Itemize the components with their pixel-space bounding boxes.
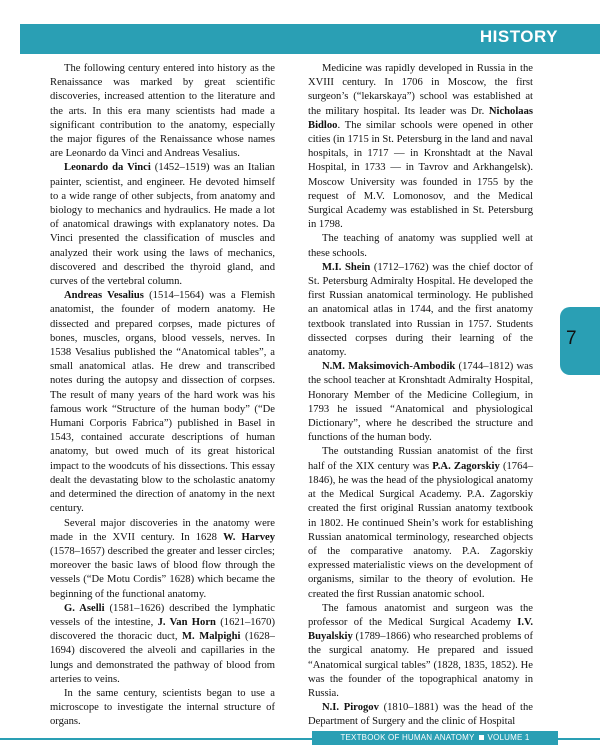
paragraph-maksimovich: N.M. Maksimovich-Ambodik (1744–1812) was the school teacher at Kronshtadt Admiralty Hospital, Honorary Member of the Medicine Collegium, in 1793 he issued “Anatomical and physiological Dictionary”, where he described the structure and functions of the human body. [308,361,533,444]
paragraph-shein: M.I. Shein (1712–1762) was the chief doctor of St. Petersburg Admiralty Hospital. He developed the first Russian anatomical terminology. He published an anatomical atlas in 1744, and the first anatomy textbook translated into Russian in 1757. Students dissected corpses during their learning of the anatomy. [308,261,533,359]
name-shein: M.I. Shein [322,261,371,273]
paragraph-zagorskiy: The outstanding Russian anatomist of the first half of the XIX century was P.A. Zagorskiy (1764–1846), he was the head of the physiological anatomy at the Medical Surgical Academy. P.A. Zagorskiy created the first original Russian anatomy textbook in 1802. He continued Shein’s work for establishing Russian anatomical terminology, researched objects of the comparative anatomy. P.A. Zagorskiy expressed materialistic views on the development of organisms, similar to the theory of evolution. He created the first Russian anatomic school. [308,446,533,600]
paragraph-vesalius: Andreas Vesalius (1514–1564) was a Flemish anatomist, the founder of modern anatomy. He dissected and prepared corpses, made pictures of bones, muscles, organs, blood vessels, nerves. In 1538 Vesalius published the “Anatomical tables”, a small anatomical atlas. He drew and transcribed notes during the autopsy and dissection of corpses. The result of many years of the hard work was his famous work “Structure of the human body” (“De Humani Corporis Fabrica”) published in Basel in 1543, contained accurate descriptions of human anatomy, but owed much of its great historical impact to the woodcuts of his dissections. This essay dealt the devastating blow to the scholastic anatomy and determined the direction of anatomy in the next century. [50,290,275,515]
chapter-tab [560,307,600,375]
name-van-horn: J. Van Horn [157,616,216,628]
paragraph-teaching: The teaching of anatomy was supplied well at these schools. [308,233,533,259]
name-da-vinci: Leonardo da Vinci [64,162,151,174]
name-buyalskiy: I.V. Buyalskiy [308,616,533,643]
paragraph-aselli: G. Aselli (1581–1626) described the lymphatic vessels of the intestine, J. Van Horn (1621–1670) discovered the thoracic duct, M. Malpighi (1628–1694) discovered the alveoli and capillaries in the lungs and demonstrated the pathway of blood from arteries to veins. [50,602,275,685]
paragraph-harvey: Several major discoveries in the anatomy were made in the XVII century. In 1628 W. Harvey (1578–1657) described the greater and lesser circles; moreover the basic laws of blood flow through the vessels (“De Motu Cordis” 1628) which became the beginning of the functional anatomy. [50,517,276,600]
name-malpighi: M. Malpighi [182,631,241,643]
left-column [50,62,275,730]
name-maksimovich: N.M. Maksimovich-Ambodik [322,361,456,373]
section-title: HISTORY [479,27,558,46]
page-number: 7 [566,328,577,349]
name-aselli: G. Aselli [64,602,105,614]
right-column [308,62,533,730]
footer-label [312,731,558,745]
paragraph-pirogov: N.I. Pirogov (1810–1881) was the head of the Department of Surgery and the clinic of Hospital [308,702,533,728]
square-separator-icon [479,735,484,740]
name-bidloo: Nicholaas Bidloo [308,105,533,131]
footer-book-title: TEXTBOOK OF HUMAN ANATOMY [340,733,475,742]
name-pirogov: N.I. Pirogov [322,702,379,714]
paragraph-buyalskiy: The famous anatomist and surgeon was the professor of the Medical Surgical Academy I.V. Buyalskiy (1789–1866) who researched problems of the surgical anatomy. He prepared and issued “Anatomical surgical tables” (1828, 1835, 1852). He was the founder of the topographical anatomy in Russia. [308,602,533,699]
name-harvey: W. Harvey [223,531,276,543]
paragraph-russia-medicine: Medicine was rapidly developed in Russia in the XVIII century. In 1706 in Moscow, the first surgeon’s (“lekarskaya”) school was established at the military hospital. Its leader was Dr. Nicholaas Bidloo. The similar schools were opened in other cities (in 1715 in St. Petersburg in the land and naval hospitals, in 1717 — in Kronshtadt at the Naval Hospital, in 1733 — in Tavrov and Arkhangelsk). Moscow University was founded in 1755 by the request of M.V. Lomonosov, and the Medical Surgical Academy was established in St. Petersburg in 1798. [308,63,533,231]
name-zagorskiy: P.A. Zagorskiy [432,460,500,472]
paragraph-da-vinci: Leonardo da Vinci (1452–1519) was an Italian painter, scientist, and engineer. He devoted himself to a wide range of other subjects, from anatomy and biology to mechanics and hydraulics. He made a lot of anatomical drawings with explanatory notes. Da Vinci presented the classification of muscles and analyzed their work using the laws of mechanics, discovered and described the thyroid gland, and curves of the vertebral column. [50,162,275,288]
paragraph-microscope: In the same century, scientists began to use a microscope to investigate the internal structure of organs. [50,687,275,728]
paragraph-renaissance: The following century entered into history as the Renaissance was marked by great scientific discoveries, increased attention to the literature and the arts. In this era many scientists had made a significant contribution to the anatomy, especially the major figures of the Renaissance whose names are Leonardo da Vinci and Andreas Vesalius. [50,63,275,160]
footer-volume: VOLUME 1 [487,733,530,742]
name-vesalius: Andreas Vesalius [64,290,144,302]
